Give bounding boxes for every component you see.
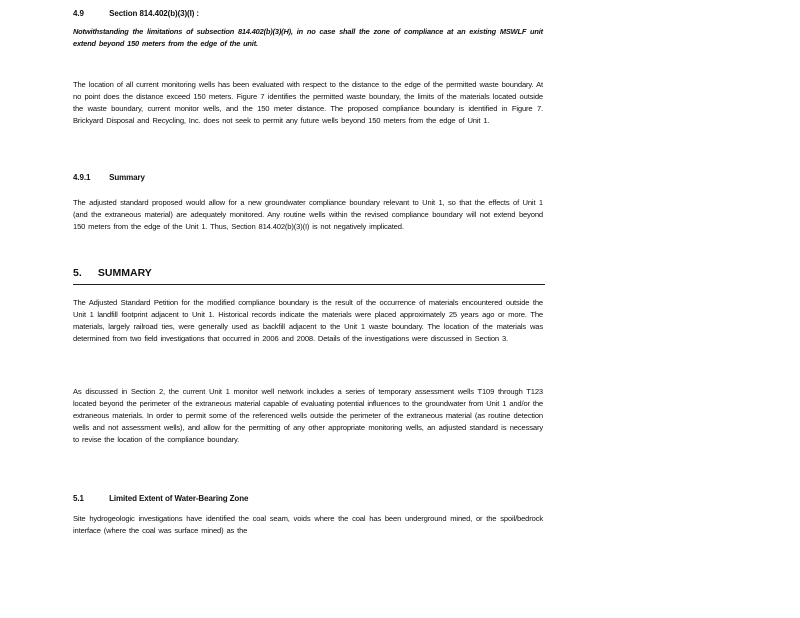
- section-title: Limited Extent of Water-Bearing Zone: [109, 494, 249, 503]
- section-5-heading: [73, 267, 152, 279]
- section-4-9-paragraph: The location of all current monitoring wells has been evaluated with respect to the distance to the edge of the permitted waste boundary. At no point does the distance exceed 150 meters. Figure 7 identifies the permitted waste boundary, the limits of the materials located outside the waste boundary, current monitor wells, and the 150 meter distance. The proposed compliance boundary is identified in Figure 7. Brickyard Disposal and Recycling, Inc. does not seek to permit any future wells beyond 150 meters from the edge of Unit 1.: [73, 80, 543, 125]
- section-number: 5.: [73, 267, 82, 279]
- section-title: Summary: [109, 173, 145, 182]
- section-4-9-1-heading: [73, 173, 145, 182]
- section-4-9-1-paragraph: The adjusted standard proposed would allow for a new groundwater compliance boundary relevant to Unit 1, so that the effects of Unit 1 (and the extraneous material) are adequately monitored. Any routine wells within the revised compliance boundary will not extend beyond 150 meters from the edge of the Unit 1. Thus, Section 814.402(b)(3)(I) is not negatively implicated.: [73, 198, 543, 231]
- section-5-1-paragraph: Site hydrogeologic investigations have identified the coal seam, voids where the coal has been underground mined, or the spoil/bedrock interface (where the coal was surface mined) as the: [73, 514, 543, 535]
- summary-paragraph-2: As discussed in Section 2, the current Unit 1 monitor well network includes a series of temporary assessment wells T109 through T123 located beyond the perimeter of the extraneous material capable of evaluating potential influences to the groundwater from Unit 1 and/or the extraneous materials. In order to permit some of the referenced wells outside the perimeter of the extraneous material (as routine detection wells and not assessment wells), and allow for the permitting of any other appropriate monitoring wells, an adjusted standard is necessary to revise the location of the compliance boundary.: [73, 387, 543, 444]
- section-title: Section 814.402(b)(3)(I) :: [109, 9, 199, 18]
- section-number: 4.9.1: [73, 173, 91, 182]
- heading-underline: [73, 284, 545, 285]
- section-title: SUMMARY: [97, 267, 152, 279]
- summary-paragraph-1: The Adjusted Standard Petition for the modified compliance boundary is the result of the occurrence of materials encountered outside the Unit 1 landfill footprint adjacent to Unit 1. Historical records indicate the materials were placed approximately 25 years ago or more. The materials, largely railroad ties, were generally used as backfill adjacent to the Unit 1 waste boundary. The location of the materials was determined from two field investigations that occurred in 2006 and 2008. Details of the investigations were discussed in Section 3.: [73, 298, 543, 343]
- section-number: 5.1: [73, 494, 84, 503]
- section-number: 4.9: [73, 9, 84, 18]
- regulation-quote: Notwithstanding the limitations of subsection 814.402(b)(3)(H), in no case shall the zone of compliance at an existing MSWLF unit extend beyond 150 meters from the edge of the unit.: [73, 27, 543, 48]
- section-5-1-heading: [73, 494, 248, 503]
- section-4-9-heading: [73, 9, 199, 18]
